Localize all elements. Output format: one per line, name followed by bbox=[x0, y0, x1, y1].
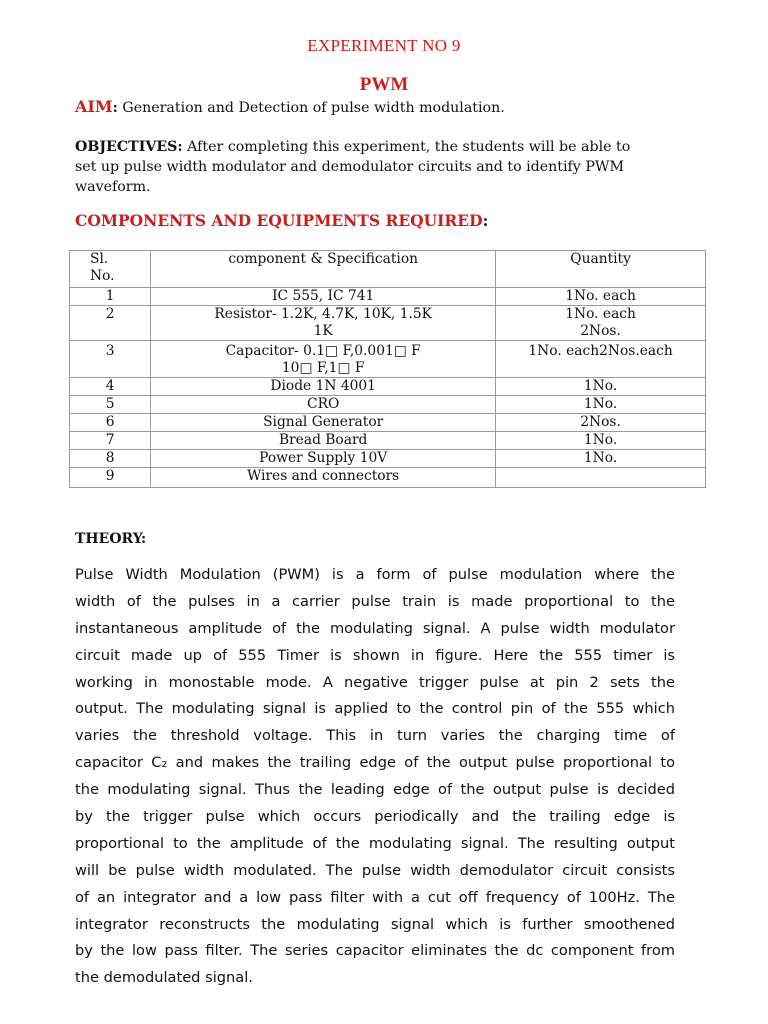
row-component-line-2: 10□ F,1□ F bbox=[281, 360, 365, 376]
row-quantity bbox=[496, 306, 706, 341]
row-quantity-line-2: 2Nos. bbox=[580, 323, 621, 339]
row-component: Signal Generator bbox=[151, 414, 496, 432]
row-number: 4 bbox=[70, 378, 151, 396]
row-quantity: 1No. bbox=[496, 396, 706, 414]
aim-text: Generation and Detection of pulse width modulation. bbox=[117, 100, 505, 116]
table-row bbox=[70, 378, 706, 396]
experiment-number: EXPERIMENT NO 9 bbox=[307, 36, 461, 55]
row-quantity: 1No. bbox=[496, 432, 706, 450]
objectives-line-1: After completing this experiment, the students will be able to bbox=[182, 139, 631, 155]
theory-line: the demodulated signal. bbox=[75, 969, 253, 987]
theory-line: instantaneous amplitude of the modulating signal. A pulse width modulator bbox=[75, 619, 675, 637]
theory-line: Pulse Width Modulation (PWM) is a form of pulse modulation where the bbox=[75, 566, 675, 583]
objectives-label: OBJECTIVES: bbox=[75, 139, 183, 155]
row-quantity: 2Nos. bbox=[496, 414, 706, 432]
aim-label: AIM bbox=[75, 97, 113, 116]
table-row bbox=[70, 341, 706, 378]
experiment-title: PWM bbox=[359, 74, 409, 95]
row-component: CRO bbox=[151, 396, 496, 414]
theory-line: will be pulse width modulated. The pulse width demodulator circuit consists bbox=[75, 861, 675, 879]
theory-line: varies the threshold voltage. This in turn varies the charging time of bbox=[75, 727, 675, 745]
header-quantity: Quantity bbox=[496, 251, 706, 288]
objectives-line-3: waveform. bbox=[75, 179, 151, 195]
header-sl-line-1: Sl. bbox=[90, 251, 109, 267]
aim-colon: : bbox=[112, 100, 118, 116]
table-row bbox=[70, 396, 706, 414]
table-row bbox=[70, 450, 706, 468]
row-component-line-2: 1K bbox=[313, 323, 333, 339]
objectives-section bbox=[75, 137, 695, 197]
row-number: 1 bbox=[70, 288, 151, 306]
theory-line: of an integrator and a low pass filter with a cut off frequency of 100Hz. The bbox=[75, 888, 675, 906]
objectives-line-2: set up pulse width modulator and demodulator circuits and to identify PWM bbox=[75, 159, 624, 175]
table-row bbox=[70, 432, 706, 450]
row-number: 3 bbox=[70, 341, 151, 378]
table-row bbox=[70, 306, 706, 341]
theory-line: capacitor C₂ and makes the trailing edge of the output pulse proportional to bbox=[75, 754, 675, 772]
theory-line: proportional to the amplitude of the modulating signal. The resulting output bbox=[75, 834, 675, 852]
row-component bbox=[151, 306, 496, 341]
table-row bbox=[70, 468, 706, 488]
row-component bbox=[151, 341, 496, 378]
row-quantity: 1No. bbox=[496, 450, 706, 468]
row-number: 8 bbox=[70, 450, 151, 468]
row-number: 5 bbox=[70, 396, 151, 414]
theory-line: working in monostable mode. A negative trigger pulse at pin 2 sets the bbox=[75, 673, 675, 691]
components-heading bbox=[75, 211, 488, 230]
theory-line: integrator reconstructs the modulating signal which is further smoothened bbox=[75, 915, 675, 933]
theory-paragraph bbox=[75, 562, 675, 992]
row-component: Bread Board bbox=[151, 432, 496, 450]
components-table bbox=[69, 250, 706, 488]
theory-line: by the trigger pulse which occurs periodically and the trailing edge is bbox=[75, 808, 675, 826]
theory-line: circuit made up of 555 Timer is shown in figure. Here the 555 timer is bbox=[75, 646, 675, 664]
components-heading-text: COMPONENTS AND EQUIPMENTS REQUIRED bbox=[75, 211, 483, 230]
row-quantity bbox=[496, 468, 706, 488]
row-component: Wires and connectors bbox=[151, 468, 496, 488]
theory-line: by the low pass filter. The series capacitor eliminates the dc component from bbox=[75, 942, 675, 960]
theory-line: width of the pulses in a carrier pulse train is made proportional to the bbox=[75, 592, 675, 610]
row-component: Power Supply 10V bbox=[151, 450, 496, 468]
row-component-line-1: Capacitor- 0.1□ F,0.001□ F bbox=[225, 343, 421, 359]
row-number: 6 bbox=[70, 414, 151, 432]
table-row bbox=[70, 414, 706, 432]
header-component: component & Specification bbox=[151, 251, 496, 288]
row-component: Diode 1N 4001 bbox=[151, 378, 496, 396]
aim-section bbox=[75, 97, 695, 118]
table-row bbox=[70, 288, 706, 306]
theory-line: output. The modulating signal is applied to the control pin of the 555 which bbox=[75, 700, 675, 718]
row-component: IC 555, IC 741 bbox=[151, 288, 496, 306]
row-quantity-line-1: 1No. each bbox=[565, 306, 636, 322]
row-number: 2 bbox=[70, 306, 151, 341]
table-header-row bbox=[70, 251, 706, 288]
theory-line: the modulating signal. Thus the leading edge of the output pulse is decided bbox=[75, 781, 675, 799]
row-number: 7 bbox=[70, 432, 151, 450]
row-quantity: 1No. each2Nos.each bbox=[496, 341, 706, 378]
row-quantity: 1No. each bbox=[496, 288, 706, 306]
row-number: 9 bbox=[70, 468, 151, 488]
components-heading-colon: : bbox=[482, 211, 489, 230]
header-sl-line-2: No. bbox=[90, 268, 115, 284]
row-quantity: 1No. bbox=[496, 378, 706, 396]
theory-heading: THEORY: bbox=[75, 531, 147, 547]
row-component-line-1: Resistor- 1.2K, 4.7K, 10K, 1.5K bbox=[214, 306, 432, 322]
header-sl-no bbox=[70, 251, 151, 288]
